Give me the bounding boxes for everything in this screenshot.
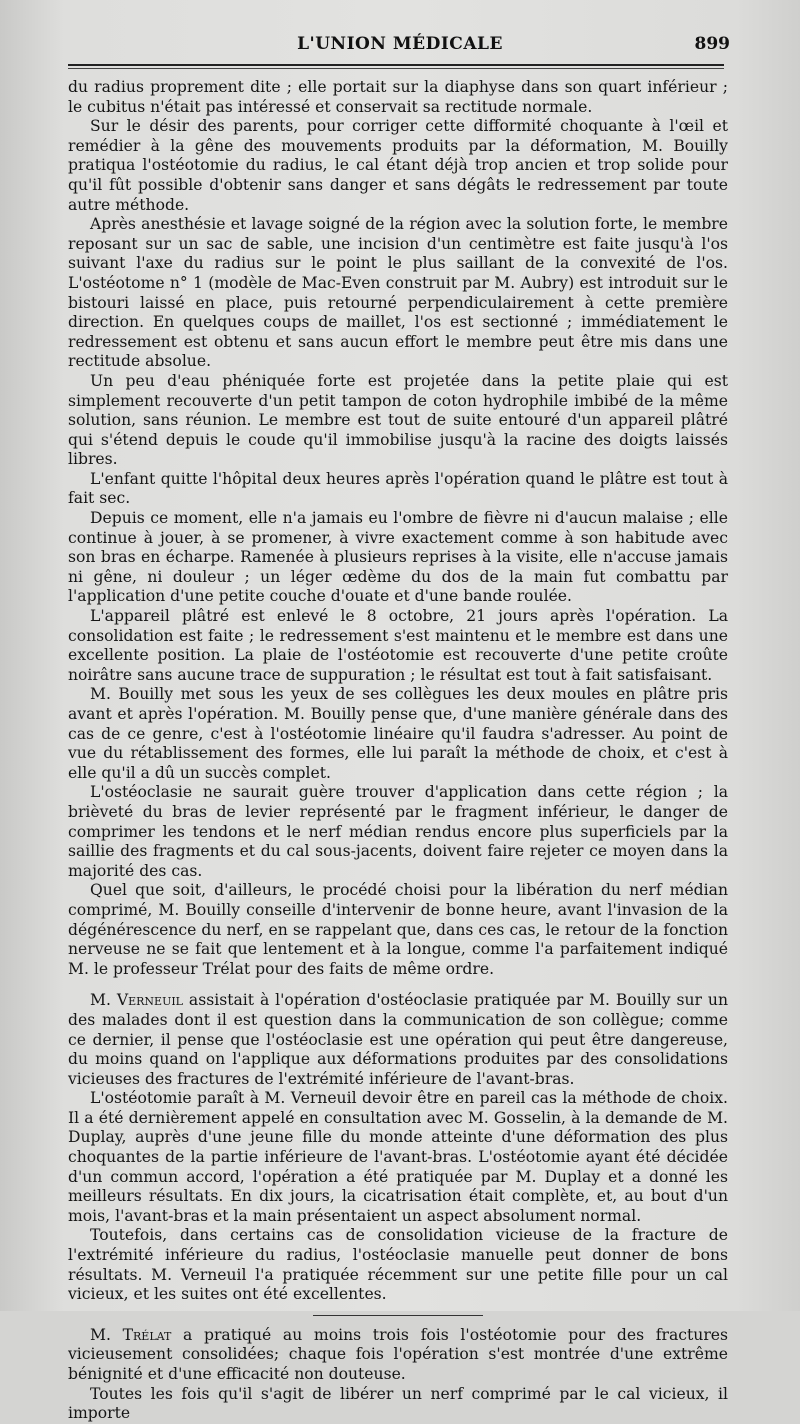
paragraph: L'ostéoclasie ne saurait guère trouver d'application dans cette région ; la brièveté du bras de levier représenté par le fragment inférieur, le danger de comprimer les tendons et le nerf médian rendus encore plus superficiels par la saillie des fragments et du cal sous-jacents, doivent faire rejeter ce moyen dans la majorité des cas.	[68, 783, 728, 880]
paragraph: Après anesthésie et lavage soigné de la région avec la solution forte, le membre reposant sur un sac de sable, une incision d'un centimètre est faite jusqu'à l'os suivant l'axe du radius sur le point le plus saillant de la convexité de l'os. L'ostéotome n° 1 (modèle de Mac-Even construit par M. Aubry) est introduit sur le bistouri laissé en place, puis retourné perpendiculairement à cette première direction. En quelques coups de maillet, l'os est sectionné ; immédiatement le redressement est obtenu et sans aucun effort le membre peut être mis dans une rectitude absolue.	[68, 215, 728, 371]
section-gap	[68, 979, 728, 991]
article-body	[68, 78, 728, 1424]
paragraph: M. Bouilly met sous les yeux de ses collègues les deux moules en plâtre pris avant et après l'opération. M. Bouilly pense que, d'une manière générale dans des cas de ce genre, c'est à l'ostéotomie linéaire qu'il faudra s'adresser. Au point de vue du rétablissement des formes, elle lui paraît la méthode de choix, et c'est à elle qu'il a dû un succès complet.	[68, 685, 728, 782]
paragraph: Depuis ce moment, elle n'a jamais eu l'ombre de fièvre ni d'aucun malaise ; elle continue à jouer, à se promener, à vivre exactement comme à son habitude avec son bras en écharpe. Ramenée à plusieurs reprises à la visite, elle n'accuse jamais ni gêne, ni douleur ; un léger œdème du dos de la main fut combattu par l'application d'une petite couche d'ouate et d'une bande roulée.	[68, 509, 728, 606]
trelat-paragraph	[68, 1326, 728, 1385]
speaker-name: M. Trélat	[90, 1325, 172, 1344]
paragraph-text: a pratiqué au moins trois fois l'ostéotomie pour des fractures vicieusement consolidées; chaque fois l'opération s'est montrée d'une extrême bénignité et d'une efficacité non douteuse.	[68, 1325, 728, 1383]
header-rule	[68, 64, 724, 69]
paragraph: L'appareil plâtré est enlevé le 8 octobre, 21 jours après l'opération. La consolidation est faite ; le redressement s'est maintenu et le membre est dans une excellente position. La plaie de l'ostéotomie est recouverte d'une petite croûte noirâtre sans aucune trace de suppuration ; le résultat est tout à fait satisfaisant.	[68, 607, 728, 684]
paragraph: Toutes les fois qu'il s'agit de libérer un nerf comprimé par le cal vicieux, il importe	[68, 1384, 728, 1423]
running-header	[70, 32, 730, 58]
journal-title: L'UNION MÉDICALE	[297, 34, 503, 54]
paragraph: L'ostéotomie paraît à M. Verneuil devoir être en pareil cas la méthode de choix. Il a été dernièrement appelé en consultation avec M. Gosselin, à la demande de M. Duplay, auprès d'une jeune fille du monde atteinte d'une déformation des plus choquantes de la partie inférieure de l'avant-bras. L'ostéotomie ayant été décidée d'un commun accord, l'opération a été pratiquée par M. Duplay et a donné les meilleurs résultats. En dix jours, la cicatrisation était complète, et, au bout d'un mois, l'avant-bras et la main présentaient un aspect absolument normal.	[68, 1089, 728, 1225]
paragraph: du radius proprement dite ; elle portait sur la diaphyse dans son quart inférieur ; le cubitus n'était pas intéressé et conservait sa rectitude normale.	[68, 78, 728, 116]
paragraph: L'enfant quitte l'hôpital deux heures après l'opération quand le plâtre est tout à fait sec.	[68, 469, 728, 508]
speaker-name: M. Verneuil	[90, 991, 183, 1010]
paragraph-text: assistait à l'opération d'ostéoclasie pratiquée par M. Bouilly sur un des malades dont il est question dans la communication de son collègue; comme ce dernier, il pense que l'ostéoclasie est une opération qui peut être dangereuse, du moins quand on l'applique aux déformations produites par des consolidations vicieuses des fractures de l'extrémité inférieure de l'avant-bras.	[68, 991, 729, 1088]
section-separator	[313, 1315, 483, 1316]
paragraph: Sur le désir des parents, pour corriger cette difformité choquante à l'œil et remédier à la gêne des mouvements produits par la déformation, M. Bouilly pratiqua l'ostéotomie du radius, le cal étant déjà trop ancien et trop solide pour qu'il fût possible d'obtenir sans danger et sans dégâts le redressement par toute autre méthode.	[68, 117, 728, 214]
paragraph: Quel que soit, d'ailleurs, le procédé choisi pour la libération du nerf médian comprimé, M. Bouilly conseille d'intervenir de bonne heure, avant l'invasion de la dégénérescence du nerf, en se rappelant que, dans ces cas, le retour de la fonction nerveuse ne se fait que lentement et à la longue, comme l'a parfaitement indiqué M. le professeur Trélat pour des faits de même ordre.	[68, 881, 728, 978]
page-number: 899	[694, 34, 730, 54]
paragraph: Un peu d'eau phéniquée forte est projetée dans la petite plaie qui est simplement recouverte d'un petit tampon de coton hydrophile imbibé de la même solution, sans réunion. Le membre est tout de suite entouré d'un appareil plâtré qui s'étend depuis le coude qu'il immobilise jusqu'à la racine des doigts laissés libres.	[68, 371, 728, 469]
paragraph: Toutefois, dans certains cas de consolidation vicieuse de la fracture de l'extrémité inférieure du radius, l'ostéoclasie manuelle peut donner de bons résultats. M. Verneuil l'a pratiquée récemment sur une petite fille pour un cal vicieux, et les suites ont été excellentes.	[68, 1226, 728, 1304]
verneuil-paragraph	[68, 991, 728, 1089]
